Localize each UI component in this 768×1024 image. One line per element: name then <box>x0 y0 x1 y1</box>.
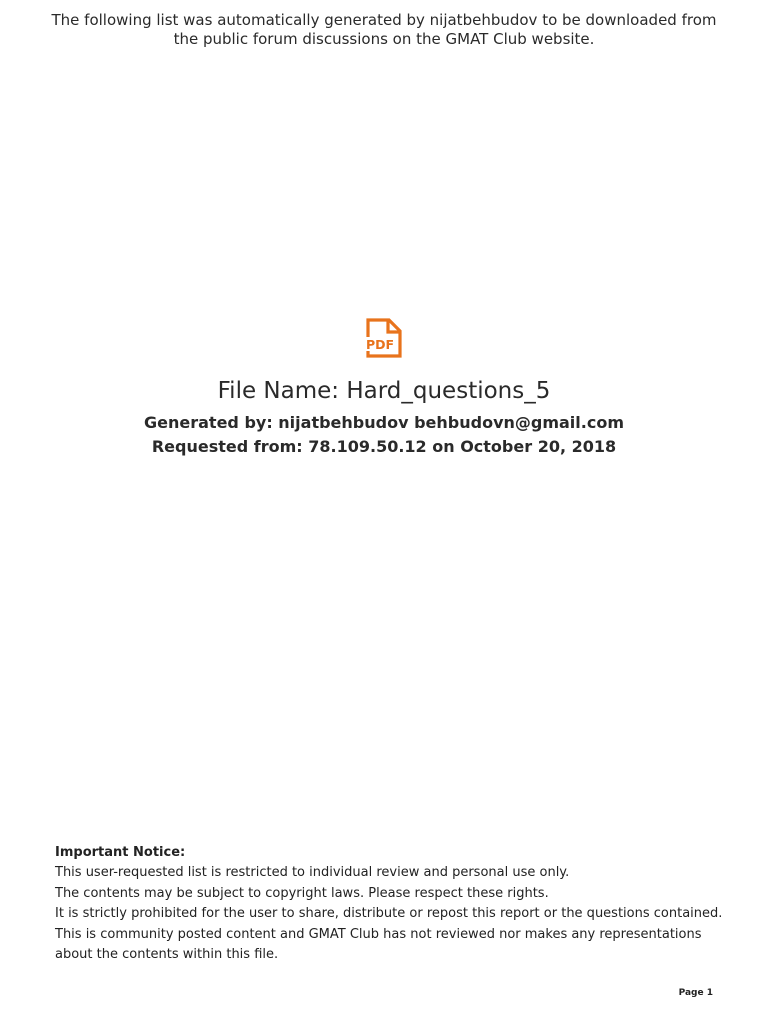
notice-line: This is community posted content and GMAT Club has not reviewed nor makes any representations about the contents within this file. <box>55 926 702 963</box>
notice-line: It is strictly prohibited for the user to share, distribute or repost this report or the questions contained. <box>55 906 723 922</box>
pdf-file-icon <box>364 318 402 358</box>
header-disclaimer: The following list was automatically generated by nijatbehbudov to be downloaded from the public forum discussions on the GMAT Club website. <box>51 11 717 48</box>
generated-by-line: Generated by: nijatbehbudov behbudovn@gmail.com <box>144 413 624 432</box>
notice-line: This user-requested list is restricted to individual review and personal use only. <box>55 865 570 881</box>
notice-title: Important Notice: <box>55 845 186 860</box>
requested-from-line: Requested from: 78.109.50.12 on October 20, 2018 <box>151 437 617 456</box>
file-name-title: File Name: Hard_questions_5 <box>217 378 551 404</box>
pdf-icon-label: PDF <box>365 337 395 352</box>
page-number: Page 1 <box>678 988 713 998</box>
notice-line: The contents may be subject to copyright laws. Please respect these rights. <box>55 885 549 901</box>
important-notice <box>55 843 725 965</box>
